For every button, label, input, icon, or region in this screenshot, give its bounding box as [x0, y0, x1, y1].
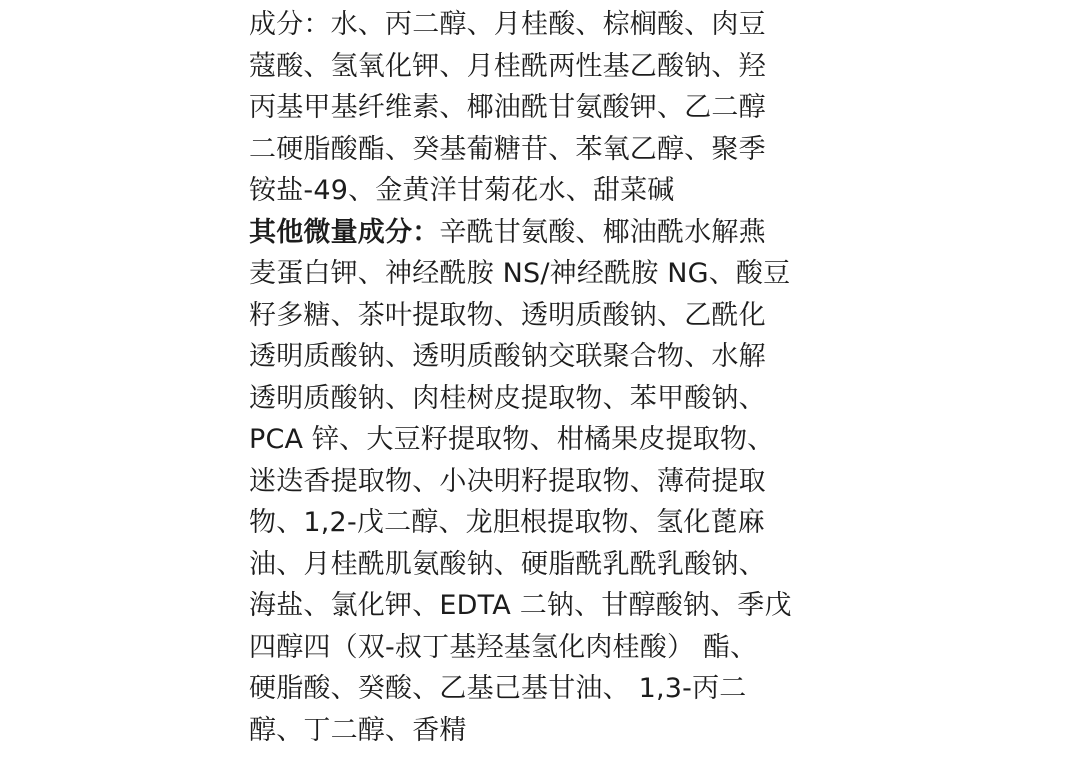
- ingredient-line: 透明质酸钠、透明质酸钠交联聚合物、水解: [249, 341, 766, 372]
- ingredient-line: 海盐、氯化钾、EDTA 二钠、甘醇酸钠、季戊: [249, 590, 792, 621]
- trace-ingredients-first-line: [249, 212, 849, 254]
- ingredient-line: PCA 锌、大豆籽提取物、柑橘果皮提取物、: [249, 424, 775, 455]
- ingredient-line: 迷迭香提取物、小决明籽提取物、薄荷提取: [249, 465, 766, 497]
- ingredient-line: 成分：水、丙二醇、月桂酸、棕榈酸、肉豆: [249, 9, 766, 40]
- ingredient-line: 二硬脂酸酯、癸基葡糖苷、苯氧乙醇、聚季: [249, 133, 766, 165]
- ingredient-line: 麦蛋白钾、神经酰胺 NS/神经酰胺 NG、酸豆: [249, 258, 791, 289]
- ingredient-line: 蔻酸、氢氧化钾、月桂酰两性基乙酸钠、羟: [249, 50, 766, 82]
- ingredient-line: 四醇四（双-叔丁基羟基氢化肉桂酸） 酯、: [249, 631, 758, 663]
- ingredient-line: 铵盐-49、金黄洋甘菊花水、甜菜碱: [249, 175, 675, 206]
- ingredient-line: 丙基甲基纤维素、椰油酰甘氨酸钾、乙二醇: [249, 92, 766, 123]
- ingredient-line: 物、1,2-戊二醇、龙胆根提取物、氢化蓖麻: [249, 507, 765, 538]
- trace-ingredients-label: 其他微量成分：: [249, 216, 440, 248]
- ingredient-line: 醇、丁二醇、香精: [249, 714, 467, 746]
- ingredient-line: 透明质酸钠、肉桂树皮提取物、苯甲酸钠、: [249, 382, 766, 414]
- ingredient-line: 硬脂酸、癸酸、乙基己基甘油、 1,3-丙二: [249, 673, 747, 704]
- ingredient-list: [249, 4, 849, 751]
- trace-ingredients-text: 辛酰甘氨酸、椰油酰水解燕: [439, 216, 766, 248]
- ingredient-line: 油、月桂酰肌氨酸钠、硬脂酰乳酰乳酸钠、: [249, 548, 766, 580]
- ingredient-line: 籽多糖、茶叶提取物、透明质酸钠、乙酰化: [249, 299, 766, 331]
